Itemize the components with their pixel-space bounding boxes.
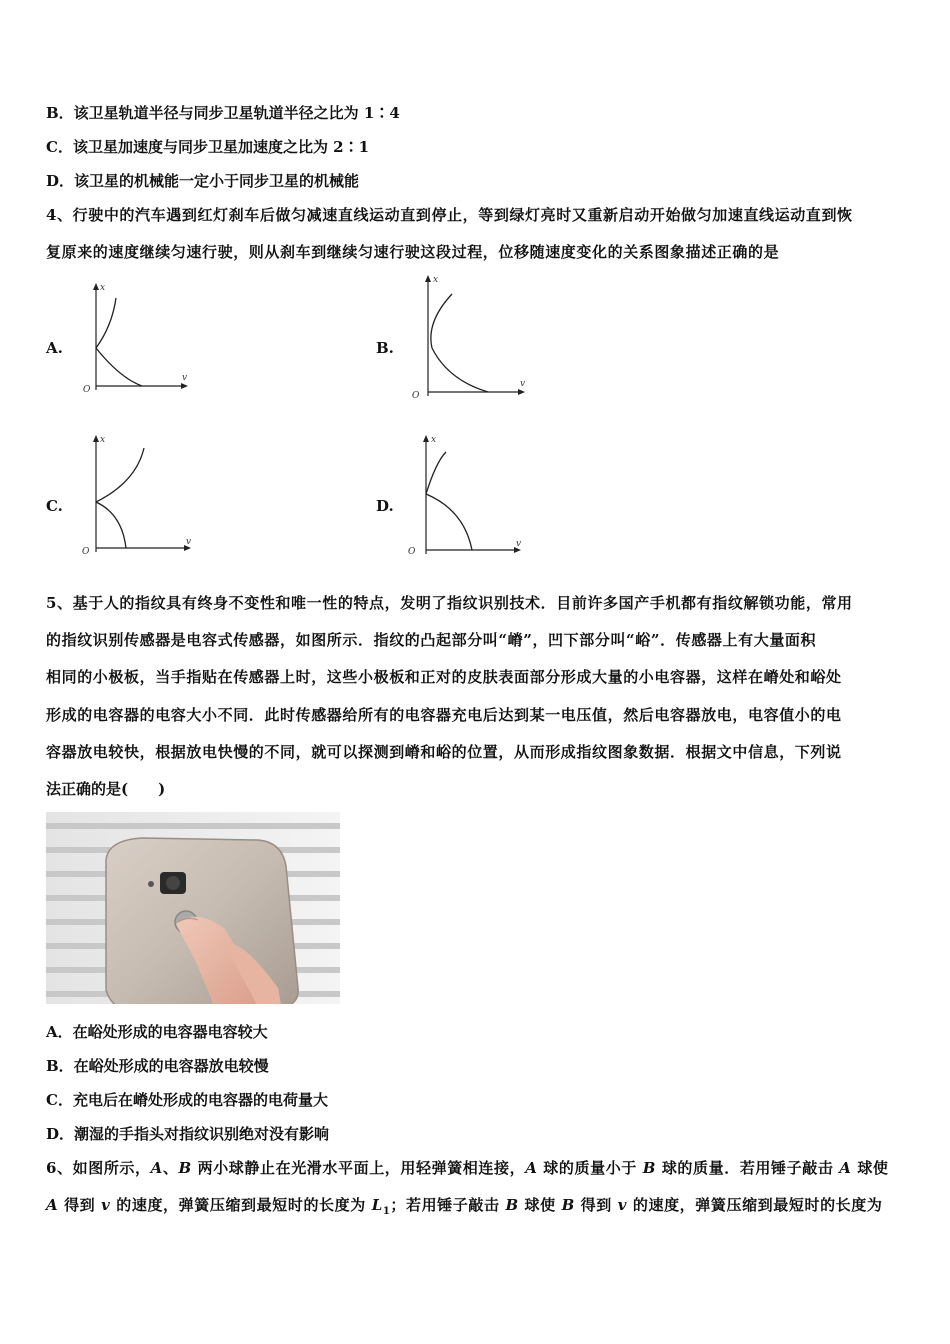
q6-stem-line-1: 6、如图所示，A、B 两小球静止在光滑水平面上，用轻弹簧相连接，A 球的质量小于 B 球的质量．若用锤子敲击 A 球使 [46, 1159, 889, 1177]
svg-text:x: x [100, 435, 106, 445]
svg-text:O: O [408, 547, 416, 557]
q5-option-b: B．在峪处形成的电容器放电较慢 [46, 1057, 269, 1075]
q4-graph-c [78, 432, 198, 556]
svg-text:O: O [82, 547, 90, 556]
q5-stem-line-4: 形成的电容器的电容大小不同．此时传感器给所有的电容器充电后达到某一电压值，然后电容器放电，电容值小的电 [46, 706, 842, 724]
q4-option-b-label: B. [376, 339, 394, 357]
fingerprint-phone-photo [46, 812, 340, 1004]
svg-text:O: O [412, 391, 420, 400]
q3-option-b: B．该卫星轨道半径与同步卫星轨道半径之比为 1∶4 [46, 104, 400, 122]
q5-stem-line-6: 法正确的是( ) [46, 780, 166, 798]
svg-text:x: x [100, 283, 106, 293]
svg-text:v: v [520, 379, 526, 389]
svg-text:v: v [186, 537, 192, 547]
q4-option-c-label: C. [46, 497, 63, 515]
q4-stem-line-2: 复原来的速度继续匀速行驶，则从刹车到继续匀速行驶这段过程，位移随速度变化的关系图象描述正确的是 [46, 243, 780, 261]
q4-graph-b [408, 272, 533, 400]
q4-graph-d [406, 432, 531, 558]
q4-stem-line-1: 4、行驶中的汽车遇到红灯刹车后做匀减速直线运动直到停止，等到绿灯亮时又重新启动开始做匀加速直线运动直到恢 [46, 206, 853, 224]
q4-option-d-label: D. [376, 497, 394, 515]
q5-option-a: A．在峪处形成的电容器电容较大 [46, 1023, 268, 1041]
q5-stem-line-1: 5、基于人的指纹具有终身不变性和唯一性的特点，发明了指纹识别技术．目前许多国产手机都有指纹解锁功能，常用 [46, 594, 853, 612]
q4-graph-a [78, 280, 193, 395]
svg-text:v: v [182, 373, 188, 383]
svg-text:O: O [83, 385, 91, 395]
q5-stem-line-3: 相同的小极板，当手指贴在传感器上时，这些小极板和正对的皮肤表面部分形成大量的小电容器，这样在嵴处和峪处 [46, 668, 842, 686]
svg-text:x: x [431, 435, 437, 445]
q5-stem-line-5: 容器放电较快，根据放电快慢的不同，就可以探测到嵴和峪的位置，从而形成指纹图象数据．根据文中信息，下列说 [46, 743, 842, 761]
svg-text:x: x [433, 275, 439, 285]
svg-text:v: v [516, 539, 522, 549]
q5-option-c: C．充电后在嵴处形成的电容器的电荷量大 [46, 1091, 328, 1109]
q4-option-a-label: A. [46, 339, 63, 357]
q5-option-d: D．潮湿的手指头对指纹识别绝对没有影响 [46, 1125, 330, 1143]
q5-stem-line-2: 的指纹识别传感器是电容式传感器，如图所示．指纹的凸起部分叫“嵴”，凹下部分叫“峪”．传感器上有大量面积 [46, 631, 817, 649]
q3-option-d: D．该卫星的机械能一定小于同步卫星的机械能 [46, 172, 360, 190]
q3-option-c: C．该卫星加速度与同步卫星加速度之比为 2∶1 [46, 138, 370, 156]
q6-stem-line-2: A 得到 v 的速度，弹簧压缩到最短时的长度为 $L_1$；若用锤子敲击 B 球使 B 得到 v 的速度，弹簧压缩到最短时的长度为 [46, 1196, 883, 1217]
